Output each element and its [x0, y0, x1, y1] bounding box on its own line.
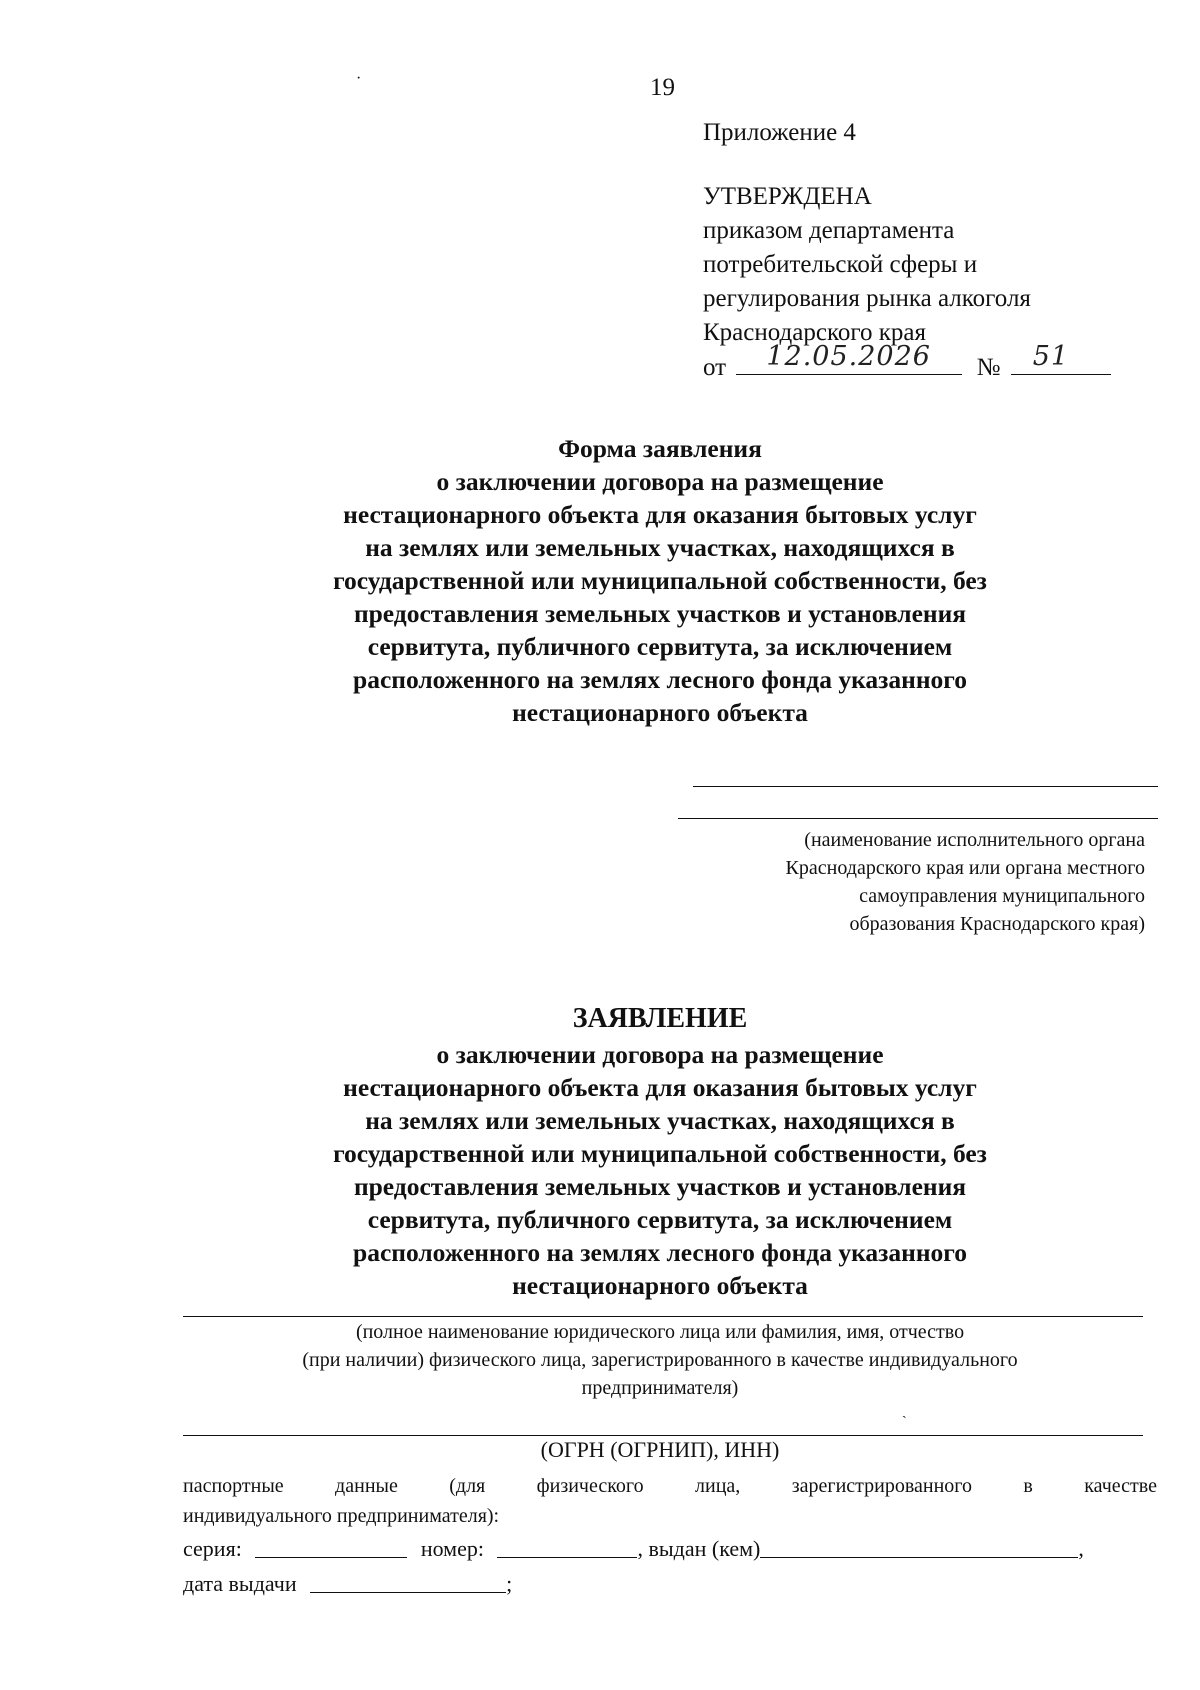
approval-line: регулирования рынка алкоголя [703, 285, 1031, 312]
statement-line: о заключении договора на размещение [436, 1040, 884, 1069]
caption-line: образования Краснодарского края) [849, 913, 1145, 935]
form-title-line: расположенного на землях лесного фонда указанного [353, 665, 967, 694]
org-name-caption [685, 826, 1145, 938]
passport-date-row [183, 1570, 512, 1597]
comma: , [1078, 1536, 1084, 1561]
date-field [736, 341, 962, 375]
issue-date-field[interactable] [310, 1570, 506, 1593]
handwritten-number: 51 [1032, 341, 1070, 372]
statement-line: предоставления земельных участков и установления [353, 1172, 967, 1201]
approval-line: Краснодарского края [703, 319, 926, 346]
statement-title: ЗАЯВЛЕНИЕ [572, 1003, 748, 1034]
series-field[interactable] [255, 1535, 407, 1558]
statement-line: сервитута, публичного сервитута, за исключением [367, 1205, 953, 1234]
statement-line: на землях или земельных участках, находящихся в [365, 1106, 955, 1135]
issued-by-field[interactable] [760, 1535, 1078, 1558]
form-title-line: сервитута, публичного сервитута, за исключением [367, 632, 953, 661]
passport-series-row [183, 1535, 1084, 1562]
applicant-name-line[interactable] [183, 1316, 1143, 1317]
number-field [1011, 341, 1111, 375]
passport-intro-cont: индивидуального предпринимателя): [183, 1505, 500, 1527]
statement-heading [230, 1000, 1090, 1302]
passport-number-field[interactable] [497, 1535, 637, 1558]
semicolon: ; [506, 1571, 513, 1596]
org-name-line[interactable] [678, 818, 1158, 819]
statement-line: государственной или муниципальной собственности, без [333, 1139, 987, 1168]
caption-line: Краснодарского края или органа местного [785, 857, 1145, 879]
issue-date-label: дата выдачи [183, 1571, 297, 1596]
scan-speck: ˎ [902, 1404, 907, 1419]
approval-line: приказом департамента [703, 217, 955, 244]
passport-intro: паспортные данные (для физического лица, зарегистрированного в качестве [183, 1475, 1157, 1497]
caption-line: (наименование исполнительного органа [804, 829, 1145, 851]
form-title-line: на землях или земельных участках, находящихся в [365, 533, 955, 562]
form-title [230, 432, 1090, 729]
applicant-caption [180, 1318, 1140, 1402]
statement-line: нестационарного объекта [512, 1271, 808, 1300]
caption-line: (при наличии) физического лица, зарегистрированного в качестве индивидуального [302, 1349, 1018, 1371]
approval-line: потребительской сферы и [703, 251, 978, 278]
ogrn-caption: (ОГРН (ОГРНИП), ИНН) [540, 1437, 780, 1462]
series-label: серия: [183, 1536, 242, 1561]
form-title-line: государственной или муниципальной собственности, без [333, 566, 987, 595]
issued-label: , выдан (кем) [637, 1536, 761, 1561]
caption-line: самоуправления муниципального [859, 885, 1145, 907]
caption-line: предпринимателя) [581, 1377, 739, 1399]
caption-line: (полное наименование юридического лица или фамилия, имя, отчество [355, 1321, 965, 1343]
statement-line: расположенного на землях лесного фонда указанного [353, 1238, 967, 1267]
number-prefix: № [976, 354, 1001, 381]
org-name-line[interactable] [693, 786, 1158, 787]
statement-line: нестационарного объекта для оказания бытовых услуг [343, 1073, 977, 1102]
page-number: 19 [650, 74, 675, 101]
ogrn-inn-line[interactable] [183, 1435, 1143, 1436]
approval-block [703, 180, 1031, 350]
order-date-number-line [703, 341, 1111, 381]
form-title-line: нестационарного объекта для оказания бытовых услуг [343, 500, 977, 529]
appendix-label: Приложение 4 [703, 119, 856, 146]
form-title-line: нестационарного объекта [512, 698, 808, 727]
number-label: номер: [420, 1536, 484, 1561]
form-title-line: предоставления земельных участков и установления [353, 599, 967, 628]
date-prefix: от [703, 354, 727, 381]
approved-label: УТВЕРЖДЕНА [703, 183, 872, 210]
scan-speck: · [356, 70, 362, 87]
form-title-line: Форма заявления [558, 434, 762, 463]
form-title-line: о заключении договора на размещение [436, 467, 884, 496]
handwritten-date: 12.05.2026 [766, 341, 931, 372]
